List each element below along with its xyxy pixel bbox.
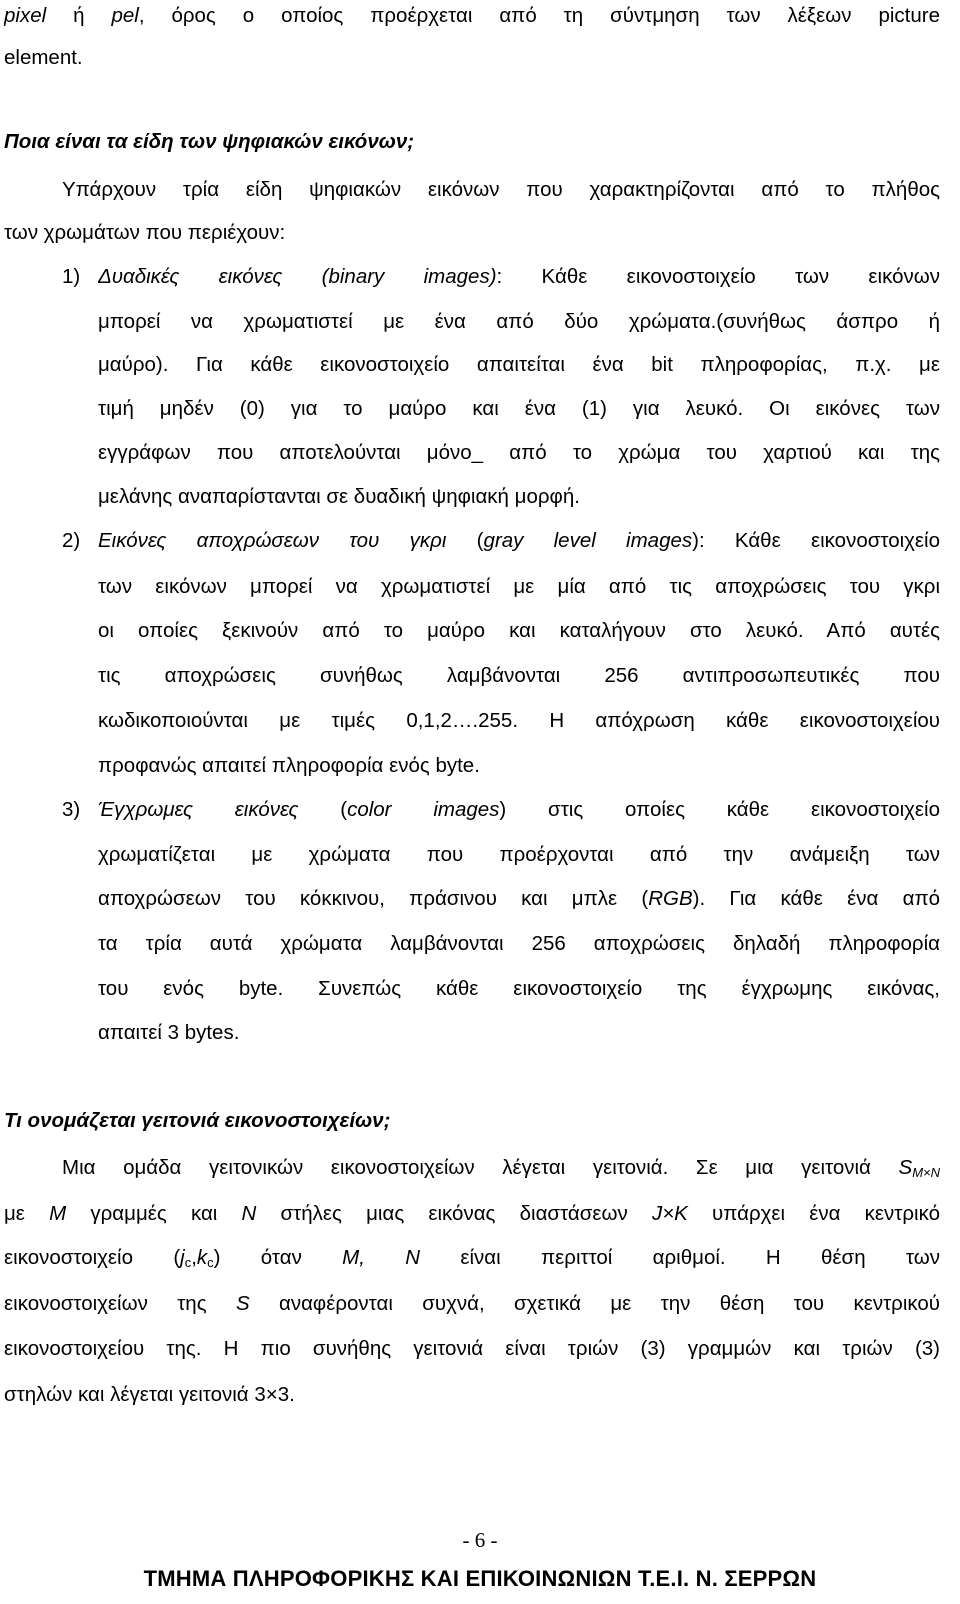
section2-line-2-a: με bbox=[4, 1202, 50, 1225]
intro-term-pel: pel bbox=[111, 4, 139, 27]
item3-line-3-post: ). Για κάθε ένα από bbox=[692, 887, 940, 910]
section2-line-4 bbox=[4, 1292, 940, 1316]
item3-title: Έγχρωμες εικόνες bbox=[98, 798, 299, 821]
item3-line-3-pre: αποχρώσεων του κόκκινου, πράσινου και μπλε ( bbox=[98, 887, 649, 910]
item2-line-5: κωδικοποιούνται με τιμές 0,1,2….255. Η απόχρωση κάθε εικονοστοιχείου bbox=[98, 709, 940, 732]
item3-paren-open: ( bbox=[340, 798, 348, 821]
symbol-jk: J×K bbox=[651, 1202, 688, 1225]
intro-rest: , όρος ο οποίος προέρχεται από τη σύντμηση των λέξεων picture bbox=[138, 4, 940, 27]
item1-line-5: εγγράφων που αποτελούνται μόνο_ από το χρώμα του χαρτιού και της bbox=[98, 441, 940, 464]
section2-line-3-c: είναι περιττοί αριθμοί. Η θέση των bbox=[420, 1246, 940, 1269]
intro-line-2: element. bbox=[4, 46, 83, 69]
item1-term: (binary images) bbox=[321, 265, 497, 288]
symbol-mn: M, N bbox=[342, 1246, 421, 1269]
section2-comma: , bbox=[191, 1246, 197, 1269]
symbol-k: k bbox=[196, 1246, 208, 1269]
symbol-s-2: S bbox=[235, 1292, 250, 1315]
symbol-j-subscript: c bbox=[184, 1255, 192, 1270]
item3-line-2: χρωματίζεται με χρώματα που προέρχονται από την ανάμειξη των bbox=[98, 843, 940, 866]
section2-line-2 bbox=[4, 1202, 940, 1226]
item3-term: color images bbox=[347, 798, 500, 821]
item1-line-2: μπορεί να χρωματιστεί με ένα από δύο χρώματα.(συνήθως άσπρο ή bbox=[98, 310, 940, 333]
item1-line-1 bbox=[98, 265, 940, 289]
section2-line-6: στηλών και λέγεται γειτονιά 3×3. bbox=[4, 1383, 295, 1406]
section2-line-2-d: υπάρχει ένα κεντρικό bbox=[687, 1202, 940, 1225]
section2-line-4-b: αναφέρονται συχνά, σχετικά με την θέση του κεντρικού bbox=[249, 1292, 940, 1315]
section2-line-3-b: ) όταν bbox=[213, 1246, 343, 1269]
section2-line-4-a: εικονοστοιχείων της bbox=[4, 1292, 236, 1315]
item1-line-1-rest: : Κάθε εικονοστοιχείο των εικόνων bbox=[496, 265, 940, 288]
item2-line-2: των εικόνων μπορεί να χρωματιστεί με μία από τις αποχρώσεις του γκρι bbox=[98, 575, 940, 598]
item3-line-5: του ενός byte. Συνεπώς κάθε εικονοστοιχείο της έγχρωμης εικόνας, bbox=[98, 977, 940, 1000]
item2-paren-open: ( bbox=[476, 529, 484, 552]
intro-line-1 bbox=[4, 4, 940, 28]
symbol-s: S bbox=[898, 1156, 913, 1179]
section1-intro-line-1: Υπάρχουν τρία είδη ψηφιακών εικόνων που χαρακτηρίζονται από το πλήθος bbox=[62, 178, 940, 201]
item3-line-1-rest: ) στις οποίες κάθε εικονοστοιχείο bbox=[499, 798, 940, 821]
item2-line-4: τις αποχρώσεις συνήθως λαμβάνονται 256 αντιπροσωπευτικές που bbox=[98, 664, 940, 687]
symbol-m: M bbox=[49, 1202, 67, 1225]
item3-line-3 bbox=[98, 887, 940, 911]
section2-line-1-pre: Μια ομάδα γειτονικών εικονοστοιχείων λέγεται γειτονιά. Σε μια γειτονιά bbox=[62, 1156, 899, 1179]
section2-line-5: εικονοστοιχείου της. Η πιο συνήθης γειτονιά είναι τριών (3) γραμμών και τριών (3) bbox=[4, 1337, 940, 1360]
item2-line-1-rest: ): Κάθε εικονοστοιχείο bbox=[692, 529, 940, 552]
item2-line-1 bbox=[98, 529, 940, 553]
item2-number: 2) bbox=[62, 529, 81, 552]
item2-line-3: οι οποίες ξεκινούν από το μαύρο και καταλήγουν στο λευκό. Από αυτές bbox=[98, 619, 940, 642]
intro-or: ή bbox=[46, 4, 112, 27]
item1-line-4: τιμή μηδέν (0) για το μαύρο και ένα (1) για λευκό. Οι εικόνες των bbox=[98, 397, 940, 420]
symbol-k-subscript: c bbox=[207, 1255, 214, 1270]
item2-term: gray level images bbox=[483, 529, 693, 552]
intro-term-pixel: pixel bbox=[4, 4, 47, 27]
item3-number: 3) bbox=[62, 798, 81, 821]
page-number: - 6 - bbox=[462, 1528, 498, 1552]
item3-line-6: απαιτεί 3 bytes. bbox=[98, 1021, 240, 1044]
symbol-j: j bbox=[180, 1246, 185, 1269]
section1-intro-line-2: των χρωμάτων που περιέχουν: bbox=[4, 221, 286, 244]
section2-line-2-b: γραμμές και bbox=[66, 1202, 242, 1225]
section2-line-2-c: στήλες μιας εικόνας διαστάσεων bbox=[256, 1202, 652, 1225]
section2-line-3 bbox=[4, 1246, 940, 1270]
item3-line-1 bbox=[98, 798, 940, 822]
section-heading-image-types: Ποια είναι τα είδη των ψηφιακών εικόνων; bbox=[4, 130, 415, 153]
item1-number: 1) bbox=[62, 265, 81, 288]
item2-title: Εικόνες αποχρώσεων του γκρι bbox=[98, 529, 447, 552]
item3-line-4: τα τρία αυτά χρώματα λαμβάνονται 256 αποχρώσεις δηλαδή πληροφορία bbox=[98, 932, 940, 955]
symbol-s-subscript: M×N bbox=[912, 1165, 940, 1180]
footer-organization: ΤΜΗΜΑ ΠΛΗΡΟΦΟΡΙΚΗΣ ΚΑΙ ΕΠΙΚΟΙΝΩΝΙΩΝ Τ.Ε.Ι. Ν. ΣΕΡΡΩΝ bbox=[143, 1566, 817, 1591]
item3-rgb-term: RGB bbox=[648, 887, 693, 910]
item1-title: Δυαδικές εικόνες bbox=[98, 265, 283, 288]
item1-line-6: μελάνης αναπαρίστανται σε δυαδική ψηφιακή μορφή. bbox=[98, 485, 580, 508]
section2-line-3-a: εικονοστοιχείο ( bbox=[4, 1246, 181, 1269]
symbol-n: N bbox=[241, 1202, 257, 1225]
item1-line-3: μαύρο). Για κάθε εικονοστοιχείο απαιτείται ένα bit πληροφορίας, π.χ. με bbox=[98, 353, 940, 376]
item2-line-6: προφανώς απαιτεί πληροφορία ενός byte. bbox=[98, 754, 480, 777]
section2-line-1 bbox=[62, 1156, 940, 1180]
section-heading-neighborhood: Τι ονομάζεται γειτονιά εικονοστοιχείων; bbox=[4, 1109, 391, 1132]
